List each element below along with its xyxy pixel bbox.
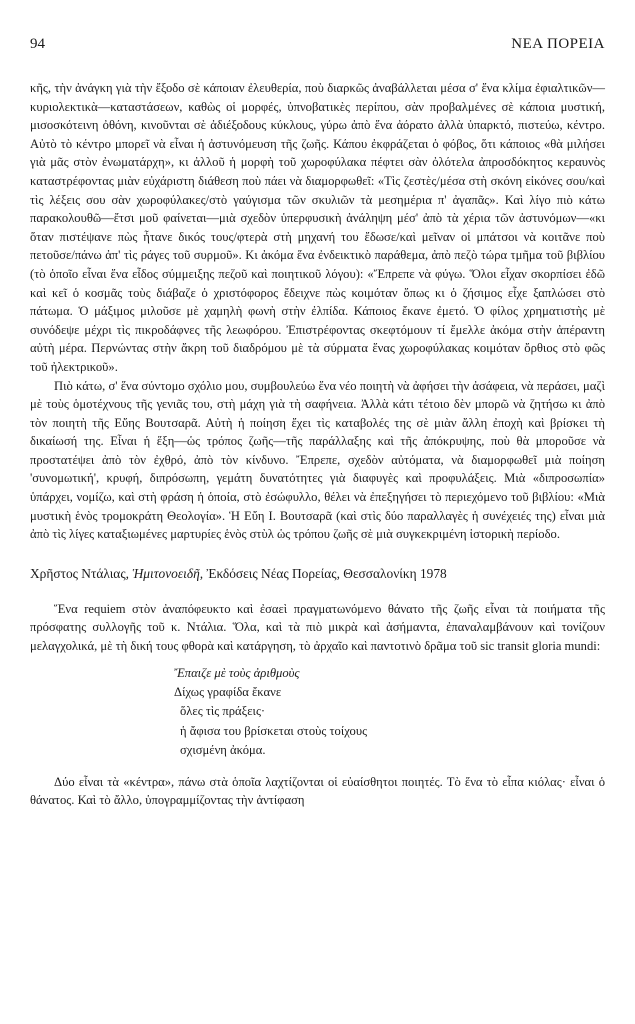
journal-title: ΝΕΑ ΠΟΡΕΙΑ — [511, 36, 605, 52]
review-paragraph-1: Ἕνα requiem στὸν ἀναπόφευκτο καὶ ἐσαεὶ πραγματωνόμενο θάνατο τῆς ζωῆς εἶναι τὰ ποιήματα τῆς πρόσφατης συλλογῆς τοῦ κ. Ντάλια. Ὅλα, καὶ τὰ πιὸ μικρὰ καὶ ἀσήμαντα, ἐπαναλαμβάνουν καὶ τονίζουν μελαγχολικά, μὲ τὴ δική τους φθορὰ καὶ κατάργηση, τὸ ἀρχαῖο καὶ παντοτινὸ δρᾶμα τοῦ sic transit gloria mundi: — [30, 601, 605, 654]
book-citation — [30, 566, 605, 582]
review-body — [30, 600, 605, 810]
poem-line: ἡ ἄφισα του βρίσκεται στοὺς τοίχους — [180, 723, 368, 738]
poem-line: σχισμένη ἀκόμα. — [180, 743, 266, 758]
review-paragraph-2: Δύο εἶναι τὰ «κέντρα», πάνω στὰ ὁποῖα λαχτίζονται οἱ εὐαίσθητοι ποιητές. Τὸ ἕνα τὸ εἶπα κιόλας· εἶναι ὁ θάνατος. Καὶ τὸ ἄλλο, ὑπογραμμίζοντας τὴν ἀντίφαση — [30, 774, 605, 808]
running-head — [30, 36, 605, 53]
book-publisher: Ἐκδόσεις Νέας Πορείας, Θεσσαλονίκη 1978 — [206, 565, 447, 581]
poem-line: ὅλες τὶς πράξεις· — [180, 704, 266, 719]
poem-line: Δίχως γραφίδα ἔκανε — [174, 685, 282, 700]
page — [30, 36, 605, 810]
book-author: Χρῆστος Ντάλιας, — [30, 565, 129, 581]
poem-quote — [174, 664, 605, 761]
poem-line: Ἔπαιζε μὲ τοὺς ἀριθμοὺς — [174, 665, 300, 680]
article-paragraph-2: Πιὸ κάτω, σ' ἕνα σύντομο σχόλιο μου, συμβουλεύω ἕνα νέο ποιητὴ νὰ ἀφήσει τὴν ἀσάφεια, νὰ περάσει, μαζὶ μὲ τοὺς ὁμοτέχνους τῆς γενιᾶς του, στὴ μάχη γιὰ τὴ σαφήνεια. Ἀλλὰ κάτι τέτοιο δὲν μπορῶ νὰ ζητήσω κι ἀπὸ τὸν ποιητὴ τῆς Εὔης Βουτσαρᾶ. Αὐτὴ ἡ ποίηση ἔχει τὶς καταβολές της σὲ μιὰν ἄλλη ἐποχὴ καὶ βρίσκει τὴ δικαίωσή της. Εἶναι ἡ ἕξη—ὡς τρόπος ζωῆς—τῆς παράλλαξης καὶ τῆς ἀπόκρυψης, ποὺ θὰ μποροῦσε νὰ προστατέψει ἀπὸ τὸν ἐχθρό, ἀπὸ τὸν κίνδυνο. Ἔπρεπε, σχεδὸν αὐτόματα, νὰ διαμορφωθεῖ μιὰ ποίηση 'συνομωτική', κρυφή, διπρόσωπη, γεμάτη δυνατότητες γιὰ διαφυγὲς καὶ προφυλάξεις. Μιὰ «διπροσωπία» ὑπάρχει, νομίζω, καὶ στὴ φράση ἡ ὁποία, στὸ ἐσώφυλλο, θέλει νὰ ἐπεξηγήσει τὸ περιεχόμενο τοῦ βιβλίου: «Μιὰ μυστικὴ ἑνὸς τρομοκράτη Θεολογία». Ἡ Εὔη Ι. Βουτσαρᾶ (καὶ στὶς δύο παραλλαγὲς ἡ συνέχειές της) εἶναι μιὰ ἀπὸ τὶς λίγες καταξιωμένες μαρτυρίες ἑνὸς στὺλ ὡς τρόπου ζωῆς σὲ μιὰ συγκεκριμένη ἱστορικὴ περίοδο. — [30, 378, 605, 542]
book-title: Ἡμιτονοειδῆ, — [132, 565, 204, 581]
page-number: 94 — [30, 36, 45, 52]
article-paragraph-1: κῆς, τὴν ἀνάγκη γιὰ τὴν ἔξοδο σὲ κάποιαν ἐλευθερία, ποὺ διαρκῶς ἀναβάλλεται μέσα σ' ἕνα κλίμα ἐφιαλτικῶν—κυριολεκτικὰ—καταστάσεων, καθὼς οἱ μορφές, ὑπνοβατικὲς περίπου, σὰν προβαλμένες σὲ κάποια μυστική, μισοσκότεινη ὀθόνη, κινοῦνται σὲ ἀδιέξοδους κύκλους, γύρω ἀπὸ ἕνα ἀόρατο ἀλλὰ ὑπαρκτό, πιστεύω, κέντρο. Αὐτὸ τὸ κέντρο μπορεῖ νὰ εἶναι ἡ ἀστυνόμευση τῆς ζωῆς. Κάπου ἐκφράζεται ὁ φόβος, ὅτι κάποιος «θὰ μιλήσει γιὰ μᾶς στὸν ἐνωματάρχη», κι ἀλλοῦ ἡ μορφὴ τοῦ χωροφύλακα πέφτει σὰν ὀλότελα ἀπροσδόκητος κεραυνὸς καταστρέφοντας μιὰν εὐχάριστη διάθεση ποὺ πάει νὰ διαμορφωθεῖ: «Τὶς ζεστὲς/μέσα στὴ σκόνη εἰκόνες σου/καὶ τὶς λέξεις σου σὰν χωροφύλακες/στὸ γαύγισμα τῶν σκυλιῶν τὰ μεσημέρια π' ἀγαπᾶς». Καὶ λίγο πιὸ κάτω παρακολουθῶ—ἔτσι μοῦ φαίνεται—μιὰ σχεδὸν ὑπερφυσικὴ ἀνάληψη μέσ' ἀπὸ τὰ χέρια τῶν ἀστυνόμων—«κι ὅταν πιστέψανε πὼς ἦτανε δικός τους/φτερὰ στὴ μηχανή του ἔδωσε/καὶ μεῖναν οἱ μπάτσοι νὰ κοιτᾶνε ποὺ πετοῦσε/πάνω ἀπ' τὶς ράγες τοῦ συρμοῦ». Κι ἀκόμα ἕνα ἐνδεικτικὸ παράθεμα, ἀπὸ πεζὸ τώρα τμῆμα τοῦ βιβλίου (τὸ ὁποῖο εἶναι ἕνα εἶδος σύμμειξης πεζοῦ καὶ ποιητικοῦ λόγου): «Ἔπρεπε νὰ φύγω. Ὅλοι εἶχαν σκορπίσει ἐδῶ καὶ κεῖ ὁ κοσμᾶς τοὺς διάβαζε ὁ χριστόφορος ἔδειχνε πὼς κοιμόταν ὅπως κι ὁ ζήσιμος εἶχε ξαπλώσει στὸ πάτωμα. Ὁ μάξιμος μιλοῦσε μὲ χαμηλὴ φωνὴ στὴν ἐλπίδα. Κάποιος ἔκανε ἐμετό. Ὁ φίλος χρηματιστὴς μὲ συνόδεψε μέχρι τὶς πικροδάφνες τῆς λεωφόρου. Ἐπιστρέφοντας σκεφτόμουν τί ἔμελλε ἀκόμα στὴν ἀπέραντη αὐτὴ μέρα. Περνώντας στὴν ἄκρη τοῦ διαδρόμου μὲ τὰ σύρματα ἕνας χωροφύλακας κοιμόταν ὄρθιος στὸ φῶς τοῦ ἠλεκτρικοῦ». — [30, 81, 605, 374]
article-body — [30, 79, 605, 544]
